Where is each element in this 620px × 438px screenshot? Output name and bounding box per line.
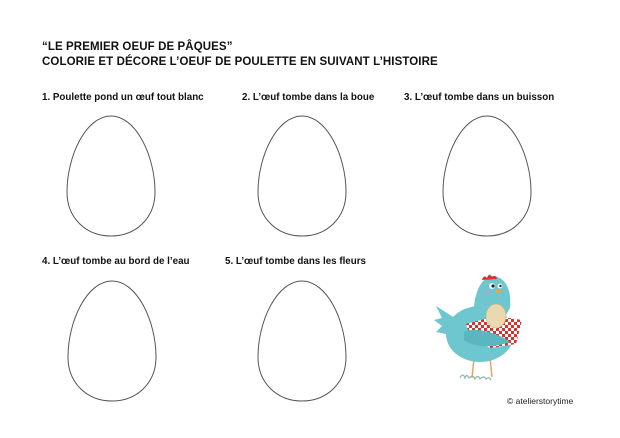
step-label-1: 1. Poulette pond un œuf tout blanc	[42, 92, 204, 103]
egg-outline-4[interactable]	[65, 279, 159, 403]
step-label-4: 4. L’œuf tombe au bord de l’eau	[42, 256, 190, 267]
copyright-text: © atelierstorytime	[507, 396, 574, 406]
step-label-2: 2. L’œuf tombe dans la boue	[242, 92, 375, 103]
egg-outline-1[interactable]	[64, 114, 158, 238]
worksheet-instructions: COLORIE ET DÉCORE L’OEUF DE POULETTE EN SUIVANT L’HISTOIRE	[42, 56, 438, 68]
egg-outline-2[interactable]	[255, 114, 349, 238]
egg-outline-5[interactable]	[255, 279, 349, 403]
hen-illustration	[430, 262, 530, 387]
step-label-3: 3. L’œuf tombe dans un buisson	[404, 92, 555, 103]
worksheet-title: “LE PREMIER OEUF DE PÂQUES”	[42, 41, 233, 53]
step-label-5: 5. L’œuf tombe dans les fleurs	[225, 256, 366, 267]
egg-outline-3[interactable]	[440, 114, 534, 238]
